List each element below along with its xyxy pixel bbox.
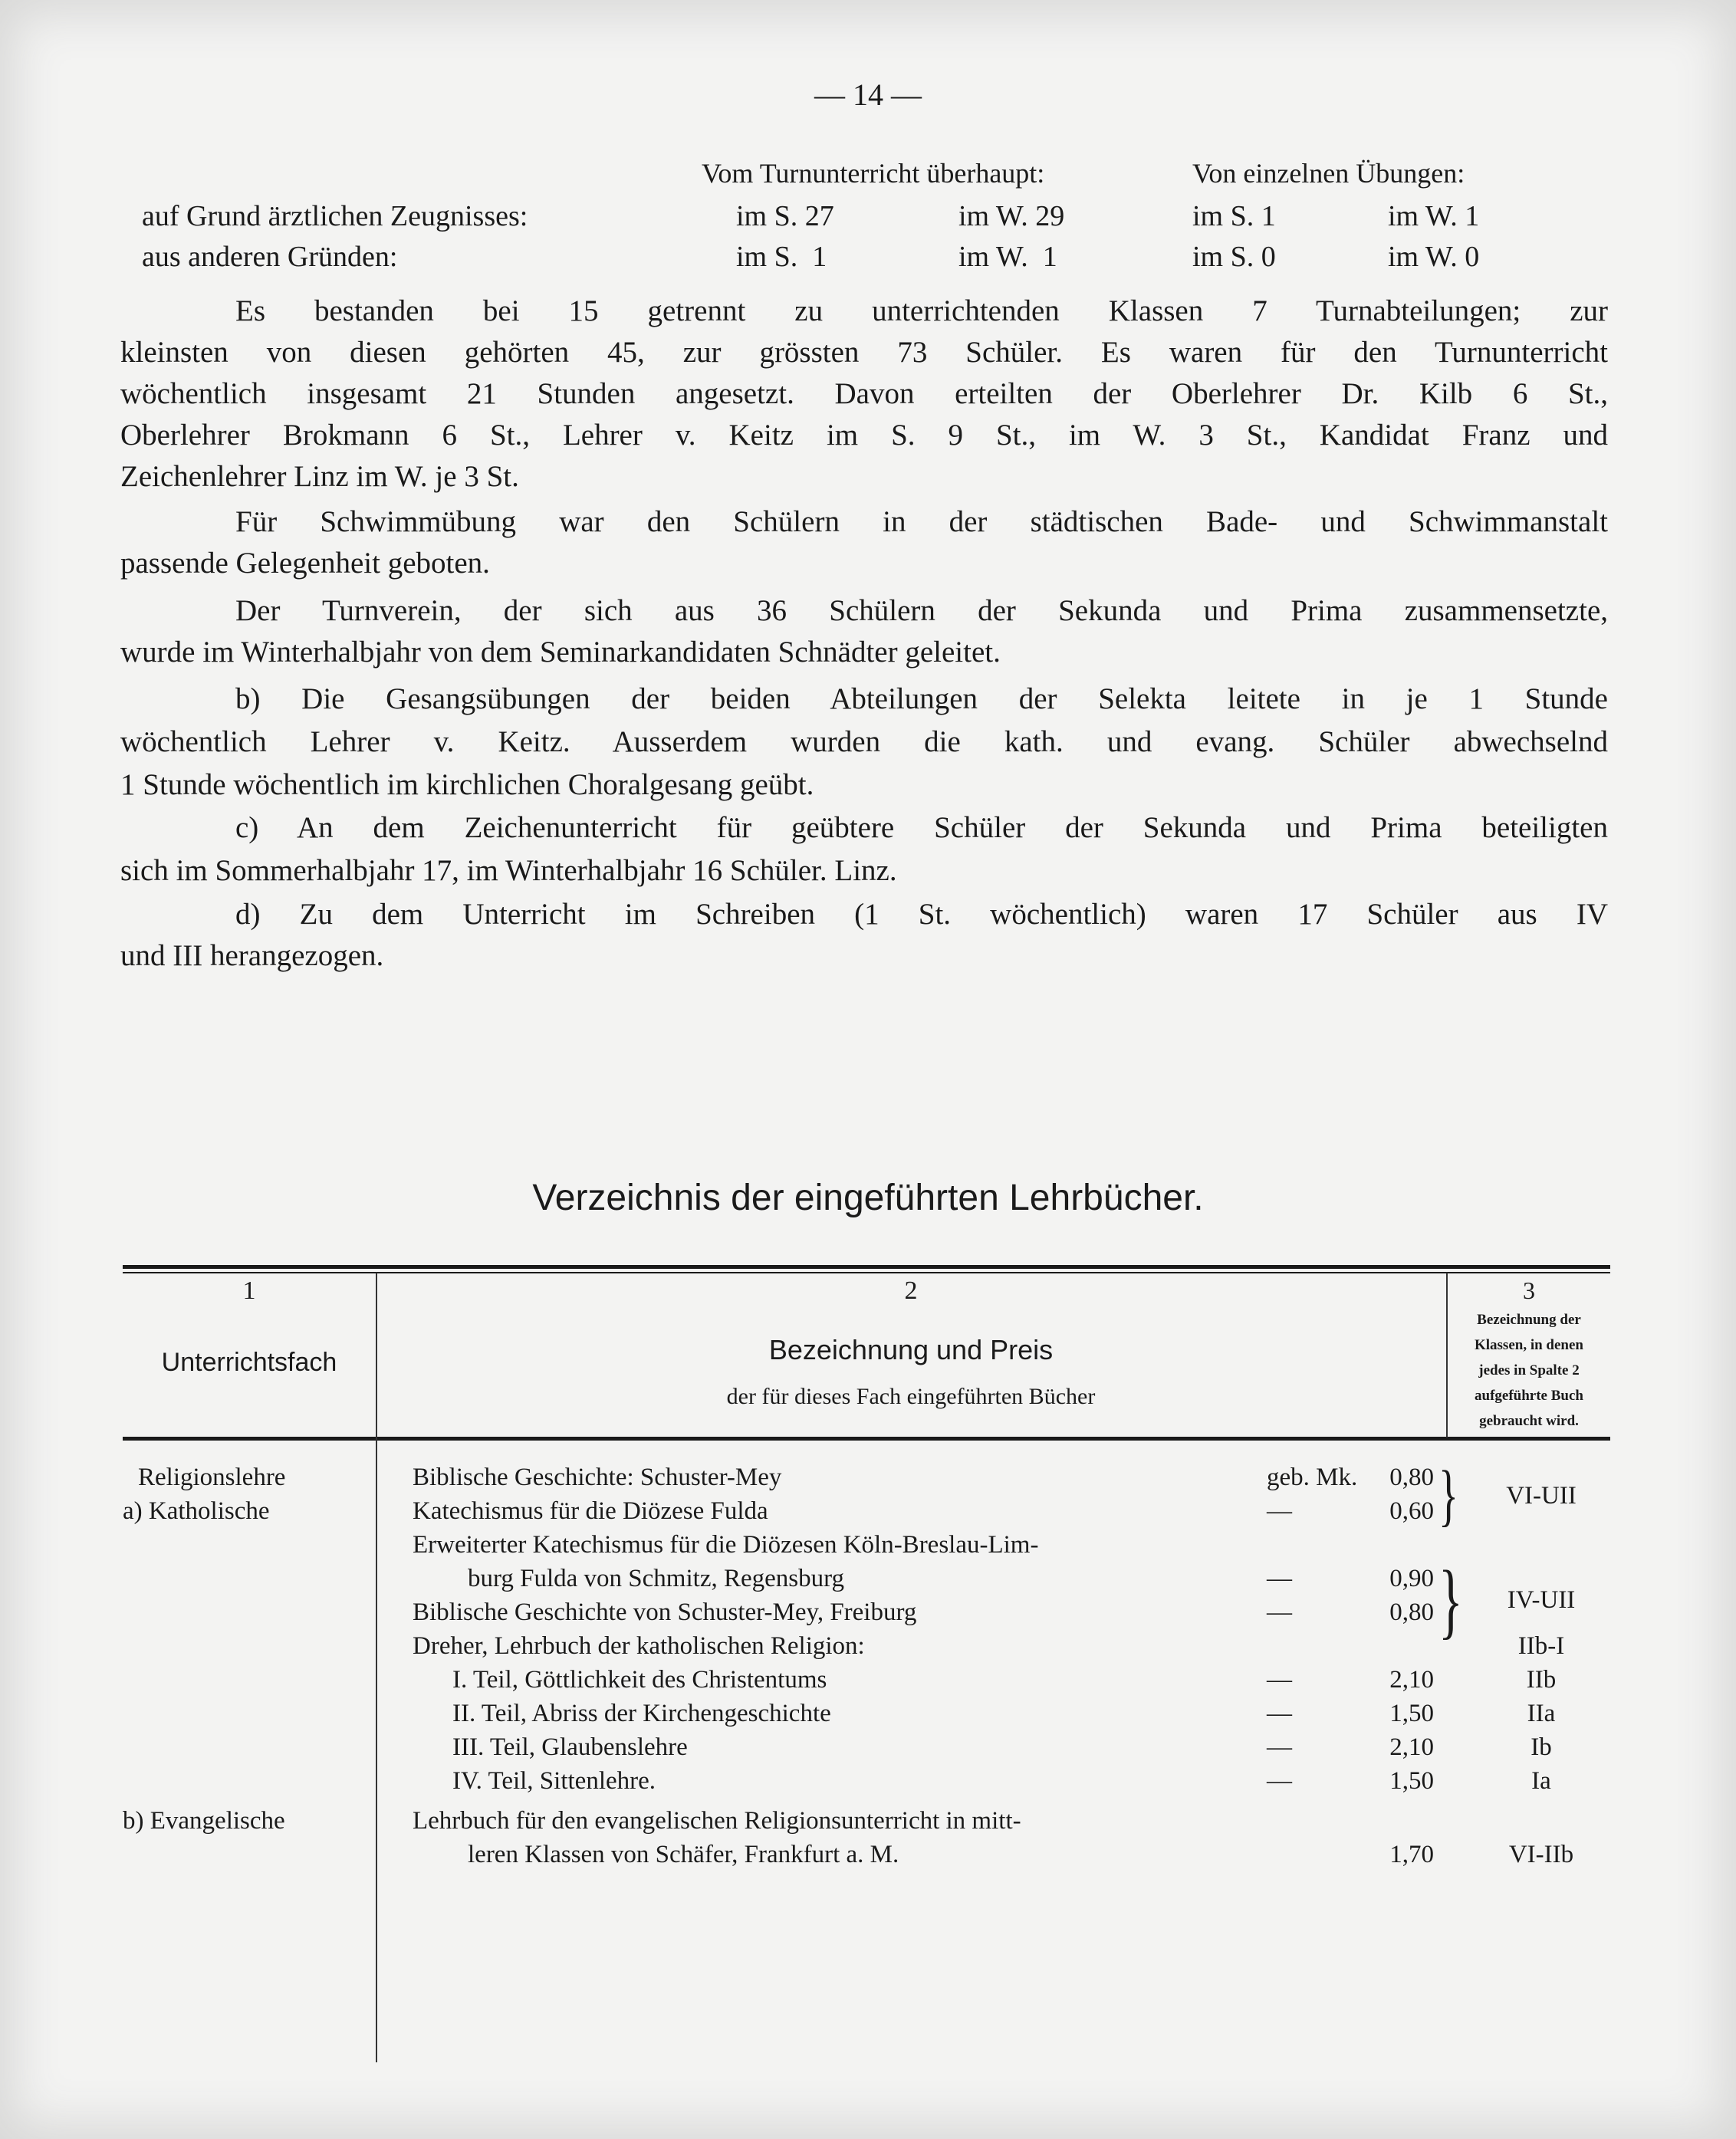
absence-head-general: Vom Turnunterricht überhaupt: xyxy=(702,158,1045,189)
text-line: wurde im Winterhalbjahr von dem Seminarkandidaten Schnädter geleitet. xyxy=(120,636,1001,669)
col2-number: 2 xyxy=(904,1276,918,1305)
col1-number: 1 xyxy=(242,1276,256,1305)
absence-label: auf Grund ärztlichen Zeugnisses: xyxy=(142,200,528,232)
absence-label: aus anderen Gründen: xyxy=(142,241,398,273)
absence-w: im W. 1 xyxy=(958,241,1057,273)
table-row xyxy=(123,1697,1610,1730)
text-line: Für Schwimmübung war den Schülern in der städtischen Bade- und Schwimmanstalt xyxy=(235,505,1608,538)
absence-w2: im W. 1 xyxy=(1388,200,1480,232)
absence-s2: im S. 1 xyxy=(1192,200,1276,232)
table-row xyxy=(123,1562,1610,1595)
absence-s: im S. 1 xyxy=(736,241,827,273)
text-line: Es bestanden bei 15 getrennt zu unterrichtenden Klassen 7 Turnabteilungen; zur xyxy=(235,294,1608,327)
brace-classes: VI-UII xyxy=(1506,1482,1577,1510)
col3-number: 3 xyxy=(1523,1276,1535,1304)
table-row xyxy=(123,1838,1610,1871)
absence-s: im S. 27 xyxy=(736,200,834,232)
price-prefix: geb. Mk. xyxy=(1267,1464,1358,1491)
price-cell: 1,70 xyxy=(1389,1841,1434,1868)
col1-header: Unterrichtsfach xyxy=(161,1348,337,1377)
col3-header-line: gebraucht wird. xyxy=(1479,1413,1579,1429)
price-prefix: — xyxy=(1267,1767,1292,1795)
text-line: wöchentlich Lehrer v. Keitz. Ausserdem wurden die kath. und evang. Schüler abwechselnd xyxy=(120,725,1608,758)
book-cell: Dreher, Lehrbuch der katholischen Religion: xyxy=(413,1632,865,1660)
col3-header-line: Klassen, in denen xyxy=(1474,1337,1583,1353)
book-cell: Erweiterter Katechismus für die Diözesen Köln-Breslau-Lim- xyxy=(413,1531,1039,1559)
price-cell: 0,60 xyxy=(1389,1497,1434,1525)
price-prefix: — xyxy=(1267,1497,1292,1525)
price-cell: 1,50 xyxy=(1389,1700,1434,1727)
table-head-rule xyxy=(123,1437,1610,1441)
classes-cell: IIb-I xyxy=(1517,1632,1565,1660)
price-prefix: — xyxy=(1267,1700,1292,1727)
classes-cell: Ia xyxy=(1531,1767,1551,1795)
book-cell: III. Teil, Glaubenslehre xyxy=(452,1733,688,1761)
price-cell: 2,10 xyxy=(1389,1733,1434,1761)
absence-w: im W. 29 xyxy=(958,200,1065,232)
table-row xyxy=(123,1494,1610,1528)
book-cell: I. Teil, Göttlichkeit des Christentums xyxy=(452,1666,827,1694)
table-row xyxy=(123,1804,1610,1838)
textbook-table xyxy=(123,1457,1610,1871)
section-title: Verzeichnis der eingeführten Lehrbücher. xyxy=(532,1178,1204,1218)
text-line: Zeichenlehrer Linz im W. je 3 St. xyxy=(120,460,519,493)
col3-header-line: Bezeichnung der xyxy=(1477,1312,1581,1328)
page-number: — 14 — xyxy=(814,77,922,112)
price-cell: 0,80 xyxy=(1389,1464,1434,1491)
table-row xyxy=(123,1595,1610,1629)
text-line: Der Turnverein, der sich aus 36 Schülern der Sekunda und Prima zusammensetzte, xyxy=(235,594,1608,627)
text-line: b) Die Gesangsübungen der beiden Abteilungen der Selekta leitete in je 1 Stunde xyxy=(235,682,1608,715)
brace-icon: } xyxy=(1438,1457,1458,1533)
subject-cell: a) Katholische xyxy=(123,1497,270,1525)
table-top-rule-thin xyxy=(123,1272,1610,1273)
table-row xyxy=(123,1730,1610,1764)
brace-classes: IV-UII xyxy=(1507,1586,1576,1614)
table-row xyxy=(123,1663,1610,1697)
price-prefix: — xyxy=(1267,1733,1292,1761)
absence-head-single: Von einzelnen Übungen: xyxy=(1192,158,1465,189)
book-cell: Biblische Geschichte: Schuster-Mey xyxy=(413,1464,782,1491)
text-line: passende Gelegenheit geboten. xyxy=(120,547,490,580)
text-line: kleinsten von diesen gehörten 45, zur grössten 73 Schüler. Es waren für den Turnunterricht xyxy=(120,336,1608,369)
col3-header-line: jedes in Spalte 2 xyxy=(1478,1362,1580,1378)
col3-header xyxy=(1448,1307,1610,1434)
table-row xyxy=(123,1460,1610,1494)
price-cell: 1,50 xyxy=(1389,1767,1434,1795)
absence-s2: im S. 0 xyxy=(1192,241,1276,273)
table-top-rule xyxy=(123,1265,1610,1269)
book-cell: Lehrbuch für den evangelischen Religionsunterricht in mitt- xyxy=(413,1807,1021,1835)
text-line: wöchentlich insgesamt 21 Stunden angesetzt. Davon erteilten der Oberlehrer Dr. Kilb 6 St., xyxy=(120,377,1608,410)
price-prefix: — xyxy=(1267,1565,1292,1592)
text-line: d) Zu dem Unterricht im Schreiben (1 St. wöchentlich) waren 17 Schüler aus IV xyxy=(235,898,1608,931)
book-cell: burg Fulda von Schmitz, Regensburg xyxy=(468,1565,845,1592)
col2-subheader: der für dieses Fach eingeführten Bücher xyxy=(726,1384,1096,1409)
price-cell: 2,10 xyxy=(1389,1666,1434,1694)
col3-header-line: aufgeführte Buch xyxy=(1475,1388,1583,1404)
classes-cell: IIa xyxy=(1527,1700,1556,1727)
subject-cell: Religionslehre xyxy=(138,1464,286,1491)
price-prefix: — xyxy=(1267,1598,1292,1626)
absence-w2: im W. 0 xyxy=(1388,241,1480,273)
text-line: und III herangezogen. xyxy=(120,939,384,972)
price-cell: 0,90 xyxy=(1389,1565,1434,1592)
price-cell: 0,80 xyxy=(1389,1598,1434,1626)
brace-icon: } xyxy=(1438,1553,1463,1647)
book-cell: II. Teil, Abriss der Kirchengeschichte xyxy=(452,1700,831,1727)
table-row xyxy=(123,1528,1610,1562)
classes-cell: IIb xyxy=(1526,1666,1557,1694)
book-cell: Biblische Geschichte von Schuster-Mey, Freiburg xyxy=(413,1598,917,1626)
col2-header: Bezeichnung und Preis xyxy=(768,1334,1054,1365)
text-line: c) An dem Zeichenunterricht für geübtere Schüler der Sekunda und Prima beteiligten xyxy=(235,811,1608,844)
subject-cell: b) Evangelische xyxy=(123,1807,285,1835)
book-cell: leren Klassen von Schäfer, Frankfurt a. M. xyxy=(468,1841,899,1868)
text-line: Oberlehrer Brokmann 6 St., Lehrer v. Keitz im S. 9 St., im W. 3 St., Kandidat Franz und xyxy=(120,419,1608,452)
price-prefix: — xyxy=(1267,1666,1292,1694)
text-line: sich im Sommerhalbjahr 17, im Winterhalbjahr 16 Schüler. Linz. xyxy=(120,854,897,887)
book-cell: IV. Teil, Sittenlehre. xyxy=(452,1767,656,1795)
text-line: 1 Stunde wöchentlich im kirchlichen Choralgesang geübt. xyxy=(120,768,814,801)
book-cell: Katechismus für die Diözese Fulda xyxy=(413,1497,768,1525)
table-row xyxy=(123,1764,1610,1798)
classes-cell: VI-IIb xyxy=(1508,1841,1574,1868)
table-row xyxy=(123,1629,1610,1663)
classes-cell: Ib xyxy=(1531,1733,1552,1761)
